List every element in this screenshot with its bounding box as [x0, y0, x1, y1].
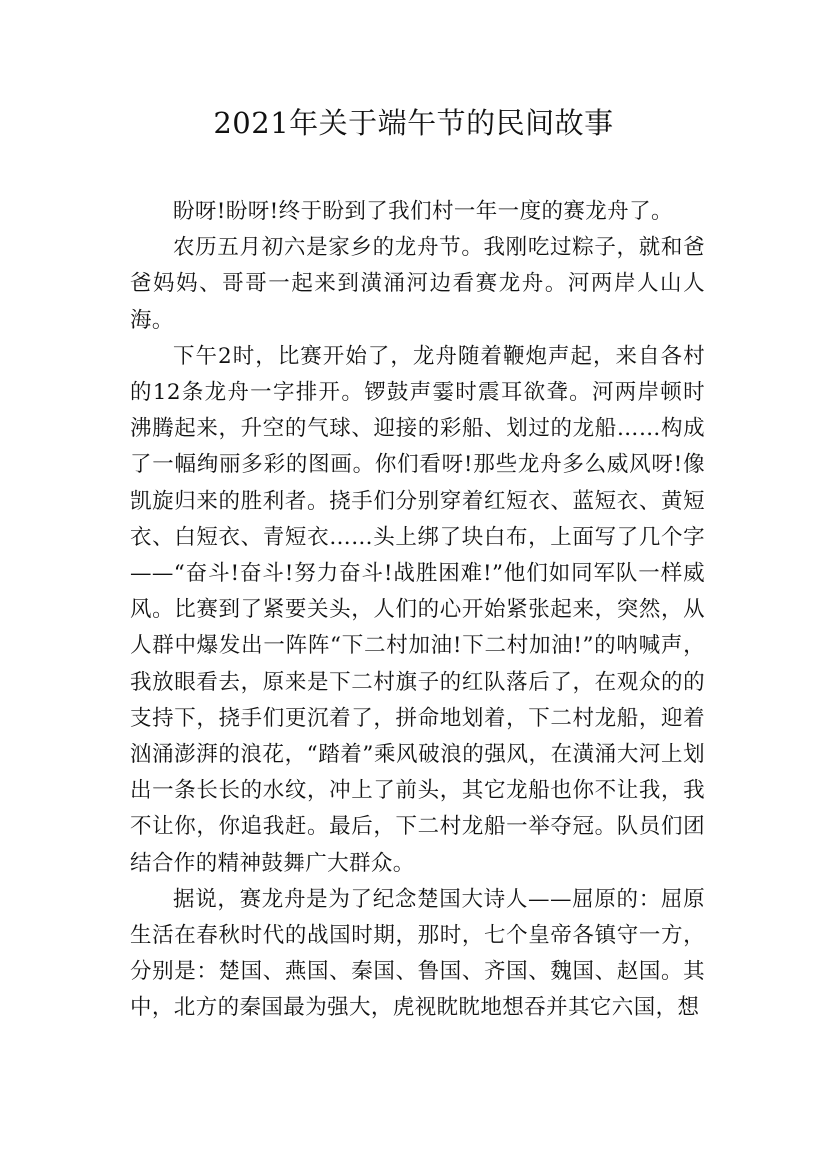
document-title: 2021年关于端午节的民间故事 [213, 106, 614, 140]
paragraph: 据说，赛龙舟是为了纪念楚国大诗人——屈原的：屈原生活在春秋时代的战国时期，那时，七个皇帝各镇守一方，分别是：楚国、燕国、秦国、鲁国、齐国、魏国、赵国。其中，北方的秦国最为强大，虎视眈眈地想吞并其它六国，想 [130, 886, 705, 1021]
paragraph: 农历五月初六是家乡的龙舟节。我刚吃过粽子，就和爸爸妈妈、哥哥一起来到潢涌河边看赛龙舟。河两岸人山人海。 [130, 235, 705, 333]
paragraph: 下午2时，比赛开始了，龙舟随着鞭炮声起，来自各村的12条龙舟一字排开。锣鼓声霎时震耳欲聋。河两岸顿时沸腾起来，升空的气球、迎接的彩船、划过的龙船……构成了一幅绚丽多彩的图画。你们看呀!那些龙舟多么威风呀!像凯旋归来的胜利者。挠手们分别穿着红短衣、蓝短衣、黄短衣、白短衣、青短衣……头上绑了块白布，上面写了几个字——“奋斗!奋斗!努力奋斗!战胜困难!”他们如同军队一样威风。比赛到了紧要关头，人们的心开始紧张起来，突然，从人群中爆发出一阵阵“下二村加油!下二村加油!”的呐喊声，我放眼看去，原来是下二村旗子的红队落后了，在观众的的支持下，挠手们更沉着了，拼命地划着，下二村龙船，迎着汹涌澎湃的浪花，“踏着”乘风破浪的强风，在潢涌大河上划出一条长长的水纹，冲上了前头，其它龙船也你不让我，我不让你，你追我赶。最后，下二村龙船一举夺冠。队员们团结合作的精神鼓舞广大群众。 [130, 343, 705, 876]
paragraph: 盼呀!盼呀!终于盼到了我们村一年一度的赛龙舟了。 [173, 199, 673, 224]
document-body [130, 194, 705, 1027]
